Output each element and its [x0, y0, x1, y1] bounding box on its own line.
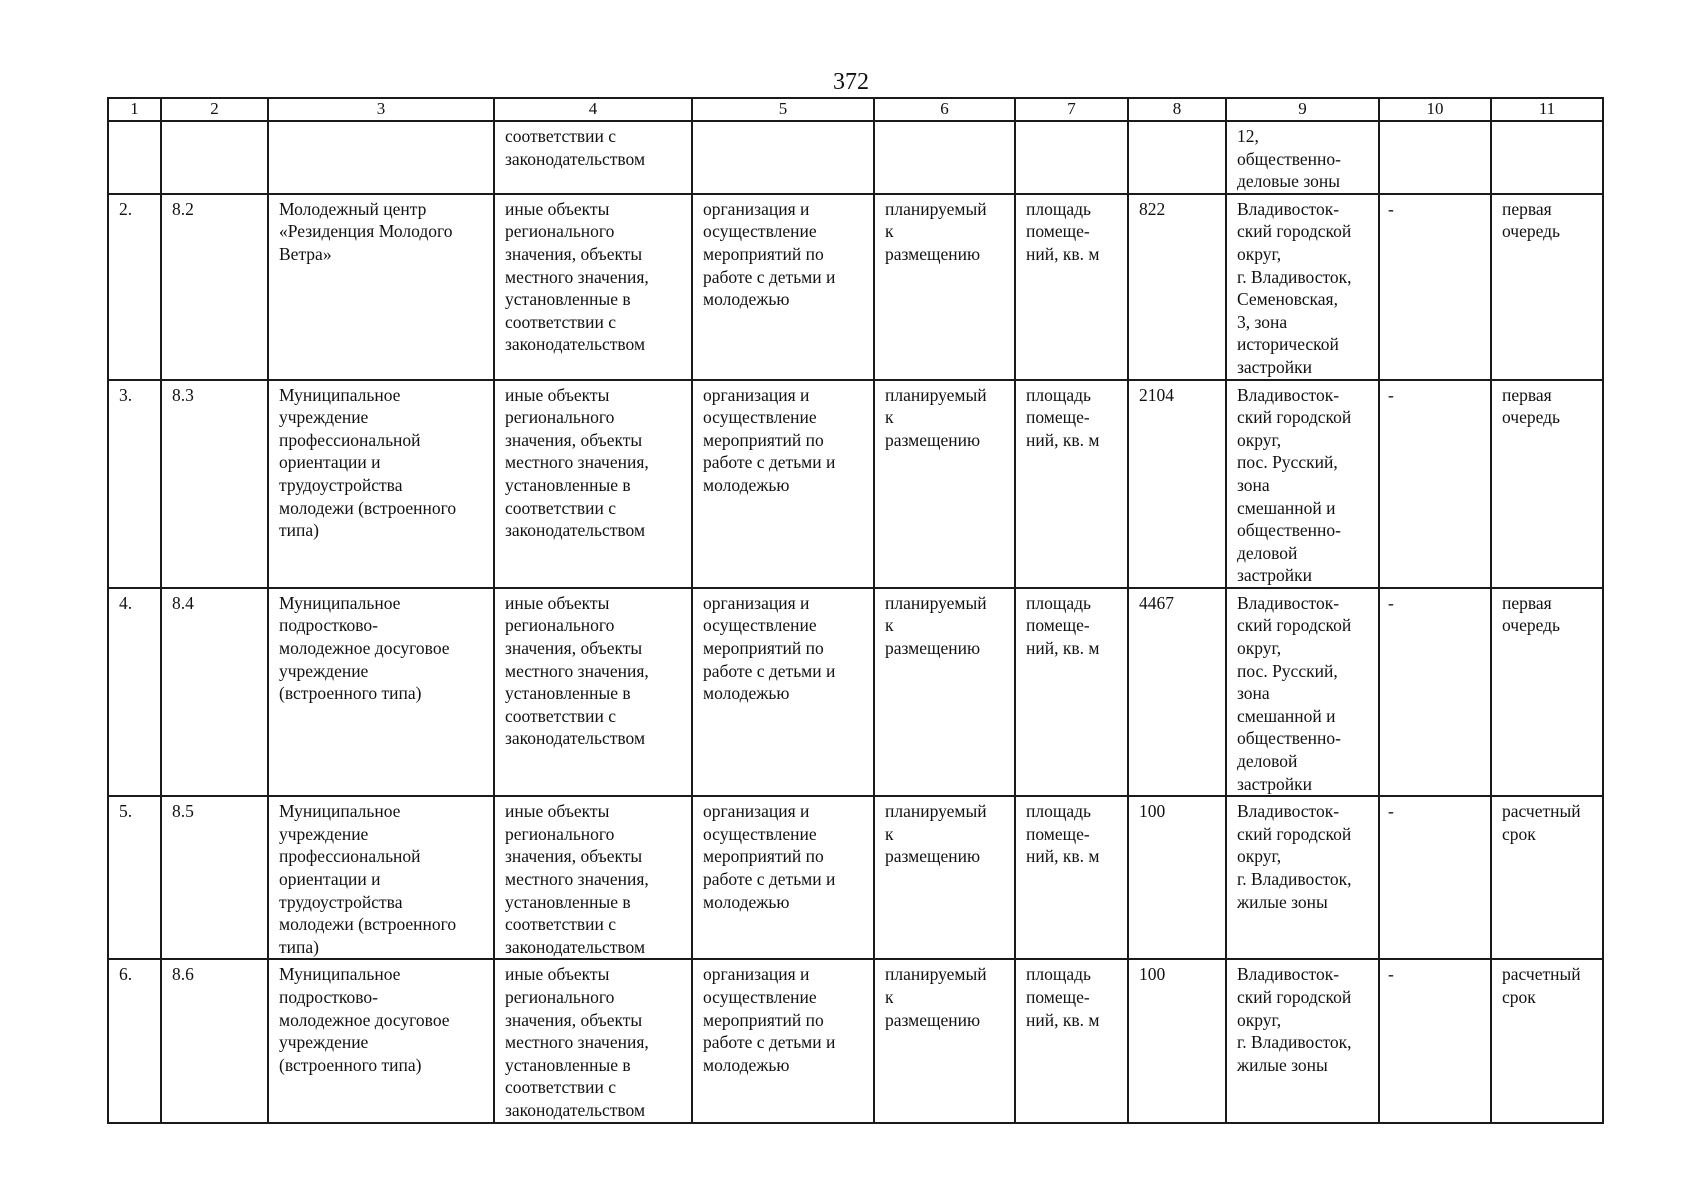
column-number: 2: [161, 98, 268, 121]
object-code-cell: 8.3: [161, 380, 268, 588]
term-cell: первая очередь: [1491, 588, 1603, 796]
table-cell: [1128, 121, 1226, 194]
column-number-row: [108, 98, 1603, 121]
value-cell: 100: [1128, 959, 1226, 1122]
table-row: [108, 959, 1603, 1122]
row-number-cell: 5.: [108, 796, 161, 959]
object-kind-cell: соответствии с законодательством: [494, 121, 692, 194]
object-name-cell: Муниципальное подростково- молодежное досуговое учреждение (встроенного типа): [268, 959, 494, 1122]
page-number: 372: [833, 69, 869, 95]
object-code-cell: 8.6: [161, 959, 268, 1122]
purpose-cell: организация и осуществление мероприятий по работе с детьми и молодежью: [692, 796, 874, 959]
purpose-cell: организация и осуществление мероприятий по работе с детьми и молодежью: [692, 194, 874, 380]
object-kind-cell: иные объекты регионального значения, объекты местного значения, установленные в соответствии с законодательством: [494, 588, 692, 796]
table-row: [108, 796, 1603, 959]
row-number-cell: 3.: [108, 380, 161, 588]
purpose-cell: организация и осуществление мероприятий по работе с детьми и молодежью: [692, 588, 874, 796]
status-cell: планируемый к размещению: [874, 194, 1015, 380]
value-cell: 2104: [1128, 380, 1226, 588]
object-kind-cell: иные объекты регионального значения, объекты местного значения, установленные в соответствии с законодательством: [494, 194, 692, 380]
column-number: 3: [268, 98, 494, 121]
column-number: 11: [1491, 98, 1603, 121]
location-cell: Владивосток- ский городской округ, пос. Русский, зона смешанной и общественно- деловой застройки: [1226, 380, 1379, 588]
object-name-cell: Муниципальное учреждение профессиональной ориентации и трудоустройства молодежи (встроенного типа): [268, 796, 494, 959]
value-cell: 4467: [1128, 588, 1226, 796]
location-cell: Владивосток- ский городской округ, г. Владивосток, жилые зоны: [1226, 796, 1379, 959]
col10-cell: -: [1379, 194, 1491, 380]
table-cell: [1491, 121, 1603, 194]
measure-cell: площадь помеще- ний, кв. м: [1015, 796, 1128, 959]
col10-cell: -: [1379, 588, 1491, 796]
value-cell: 822: [1128, 194, 1226, 380]
term-cell: расчетный срок: [1491, 796, 1603, 959]
status-cell: планируемый к размещению: [874, 796, 1015, 959]
continuation-row: [108, 121, 1603, 194]
object-code-cell: 8.2: [161, 194, 268, 380]
object-code-cell: 8.5: [161, 796, 268, 959]
measure-cell: площадь помеще- ний, кв. м: [1015, 194, 1128, 380]
column-number: 4: [494, 98, 692, 121]
table-row: [108, 380, 1603, 588]
table-cell: [108, 121, 161, 194]
object-name-cell: Муниципальное подростково- молодежное досуговое учреждение (встроенного типа): [268, 588, 494, 796]
table-cell: [692, 121, 874, 194]
term-cell: расчетный срок: [1491, 959, 1603, 1122]
row-number-cell: 6.: [108, 959, 161, 1122]
objects-table: [107, 97, 1604, 1124]
measure-cell: площадь помеще- ний, кв. м: [1015, 959, 1128, 1122]
status-cell: планируемый к размещению: [874, 959, 1015, 1122]
table-cell: [161, 121, 268, 194]
table-cell: [268, 121, 494, 194]
location-cell: Владивосток- ский городской округ, г. Владивосток, Семеновская, 3, зона исторической застройки: [1226, 194, 1379, 380]
purpose-cell: организация и осуществление мероприятий по работе с детьми и молодежью: [692, 959, 874, 1122]
column-number: 1: [108, 98, 161, 121]
status-cell: планируемый к размещению: [874, 380, 1015, 588]
term-cell: первая очередь: [1491, 380, 1603, 588]
column-number: 10: [1379, 98, 1491, 121]
value-cell: 100: [1128, 796, 1226, 959]
table-cell: [874, 121, 1015, 194]
col10-cell: -: [1379, 959, 1491, 1122]
row-number-cell: 4.: [108, 588, 161, 796]
table-row: [108, 588, 1603, 796]
object-kind-cell: иные объекты регионального значения, объекты местного значения, установленные в соответствии с законодательством: [494, 380, 692, 588]
table-row: [108, 194, 1603, 380]
object-kind-cell: иные объекты регионального значения, объекты местного значения, установленные в соответствии с законодательством: [494, 959, 692, 1122]
table-cell: [1379, 121, 1491, 194]
column-number: 6: [874, 98, 1015, 121]
purpose-cell: организация и осуществление мероприятий по работе с детьми и молодежью: [692, 380, 874, 588]
row-number-cell: 2.: [108, 194, 161, 380]
location-cell: Владивосток- ский городской округ, г. Владивосток, жилые зоны: [1226, 959, 1379, 1122]
object-kind-cell: иные объекты регионального значения, объекты местного значения, установленные в соответствии с законодательством: [494, 796, 692, 959]
status-cell: планируемый к размещению: [874, 588, 1015, 796]
measure-cell: площадь помеще- ний, кв. м: [1015, 588, 1128, 796]
measure-cell: площадь помеще- ний, кв. м: [1015, 380, 1128, 588]
column-number: 8: [1128, 98, 1226, 121]
location-cell: 12, общественно- деловые зоны: [1226, 121, 1379, 194]
table-cell: [1015, 121, 1128, 194]
col10-cell: -: [1379, 380, 1491, 588]
col10-cell: -: [1379, 796, 1491, 959]
object-name-cell: Молодежный центр «Резиденция Молодого Ветра»: [268, 194, 494, 380]
object-name-cell: Муниципальное учреждение профессиональной ориентации и трудоустройства молодежи (встроенного типа): [268, 380, 494, 588]
term-cell: первая очередь: [1491, 194, 1603, 380]
column-number: 9: [1226, 98, 1379, 121]
column-number: 5: [692, 98, 874, 121]
object-code-cell: 8.4: [161, 588, 268, 796]
location-cell: Владивосток- ский городской округ, пос. Русский, зона смешанной и общественно- деловой застройки: [1226, 588, 1379, 796]
column-number: 7: [1015, 98, 1128, 121]
